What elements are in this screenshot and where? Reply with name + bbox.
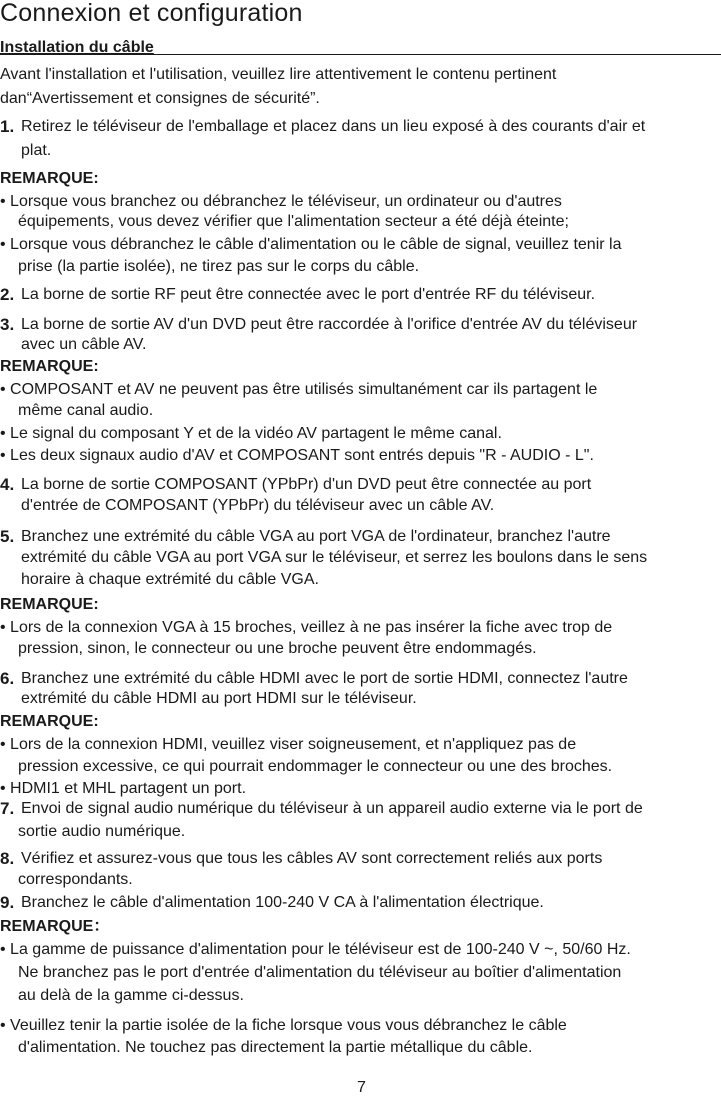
step-number: 5. [0, 527, 15, 546]
remark-label: REMARQUE: [0, 596, 99, 613]
step-text: sortie audio numérique. [18, 823, 186, 840]
step-number: 3. [0, 315, 15, 334]
step-text: Envoi de signal audio numérique du téléviseur à un appareil audio externe via le port de [21, 800, 643, 817]
page-title: Connexion et configuration [0, 0, 303, 27]
step-text: extrémité du câble VGA au port VGA sur le téléviseur, et serrez les boulons dans le sens [21, 549, 648, 566]
step-text: Branchez une extrémité du câble VGA au port VGA de l'ordinateur, branchez l'autre [21, 528, 611, 545]
remark-line: d'alimentation. Ne touchez pas directement la partie métallique du câble. [18, 1039, 533, 1056]
step-number: 1. [0, 117, 15, 136]
remark-line: • Lorsque vous débranchez le câble d'alimentation ou le câble de signal, veuillez tenir la [0, 236, 622, 253]
section-rule [0, 54, 721, 55]
remark-label: REMARQUE： [0, 918, 110, 935]
remark-line: • Lors de la connexion HDMI, veuillez viser soigneusement, et n'appliquez pas de [0, 736, 577, 753]
remark-label: REMARQUE: [0, 358, 99, 375]
intro-line: dan“Avertissement et consignes de sécurité”. [0, 90, 320, 107]
remark-line: • COMPOSANT et AV ne peuvent pas être utilisés simultanément car ils partagent le [0, 381, 598, 398]
remark-label: REMARQUE: [0, 170, 99, 187]
step-text: extrémité du câble HDMI au port HDMI sur le téléviseur. [21, 690, 417, 707]
step-number: 6. [0, 669, 15, 688]
remark-line: • Lors de la connexion VGA à 15 broches, veillez à ne pas insérer la fiche avec trop de [0, 619, 613, 636]
remark-label: REMARQUE: [0, 713, 99, 730]
remark-line: • Lorsque vous branchez ou débranchez le téléviseur, un ordinateur ou d'autres [0, 193, 562, 210]
remark-line: même canal audio. [18, 402, 154, 419]
remark-line: prise (la partie isolée), ne tirez pas sur le corps du câble. [18, 258, 420, 275]
step-text: avec un câble AV. [21, 336, 147, 353]
remark-line: pression excessive, ce qui pourrait endommager le connecteur ou une des broches. [18, 758, 613, 775]
step-text: Branchez une extrémité du câble HDMI avec le port de sortie HDMI, connectez l'autre [21, 670, 628, 687]
remark-line: • HDMI1 et MHL partagent un port. [0, 780, 247, 797]
step-number: 4. [0, 475, 15, 494]
remark-line: • Veuillez tenir la partie isolée de la fiche lorsque vous vous débranchez le câble [0, 1017, 567, 1034]
remark-line: Ne branchez pas le port d'entrée d'alimentation du téléviseur au boîtier d'alimentation [18, 964, 622, 981]
step-number: 8. [0, 849, 15, 868]
remark-line: • Les deux signaux audio d'AV et COMPOSANT sont entrés depuis "R - AUDIO - L". [0, 447, 594, 464]
step-number: 9. [0, 893, 15, 912]
remark-line: • Le signal du composant Y et de la vidéo AV partagent le même canal. [0, 425, 502, 442]
step-text: correspondants. [18, 871, 133, 888]
step-text: d'entrée de COMPOSANT (YPbPr) du téléviseur avec un câble AV. [21, 497, 495, 514]
step-text: horaire à chaque extrémité du câble VGA. [21, 571, 319, 588]
step-number: 2. [0, 285, 15, 304]
step-text: Retirez le téléviseur de l'emballage et placez dans un lieu exposé à des courants d'air et [21, 118, 646, 135]
remark-line: au delà de la gamme ci-dessus. [18, 987, 244, 1004]
step-text: La borne de sortie RF peut être connectée avec le port d'entrée RF du téléviseur. [21, 286, 596, 303]
step-number: 7. [0, 799, 15, 818]
remark-line: pression, sinon, le connecteur ou une broche peuvent être endommagés. [18, 640, 537, 657]
section-heading: Installation du câble [0, 39, 154, 56]
step-text: plat. [21, 142, 52, 159]
step-text: Vérifiez et assurez-vous que tous les câbles AV sont correctement reliés aux ports [21, 850, 603, 867]
remark-line: • La gamme de puissance d'alimentation pour le téléviseur est de 100-240 V ~, 50/60 Hz. [0, 941, 631, 958]
remark-line: équipements, vous devez vérifier que l'alimentation secteur a été déjà éteinte; [18, 213, 569, 230]
step-text: Branchez le câble d'alimentation 100-240 V CA à l'alimentation électrique. [21, 894, 544, 911]
intro-line: Avant l'installation et l'utilisation, veuillez lire attentivement le contenu pertinent [0, 66, 557, 83]
page-number: 7 [357, 1079, 366, 1096]
step-text: La borne de sortie COMPOSANT (YPbPr) d'un DVD peut être connectée au port [21, 476, 592, 493]
step-text: La borne de sortie AV d'un DVD peut être raccordée à l'orifice d'entrée AV du téléviseur [21, 316, 638, 333]
